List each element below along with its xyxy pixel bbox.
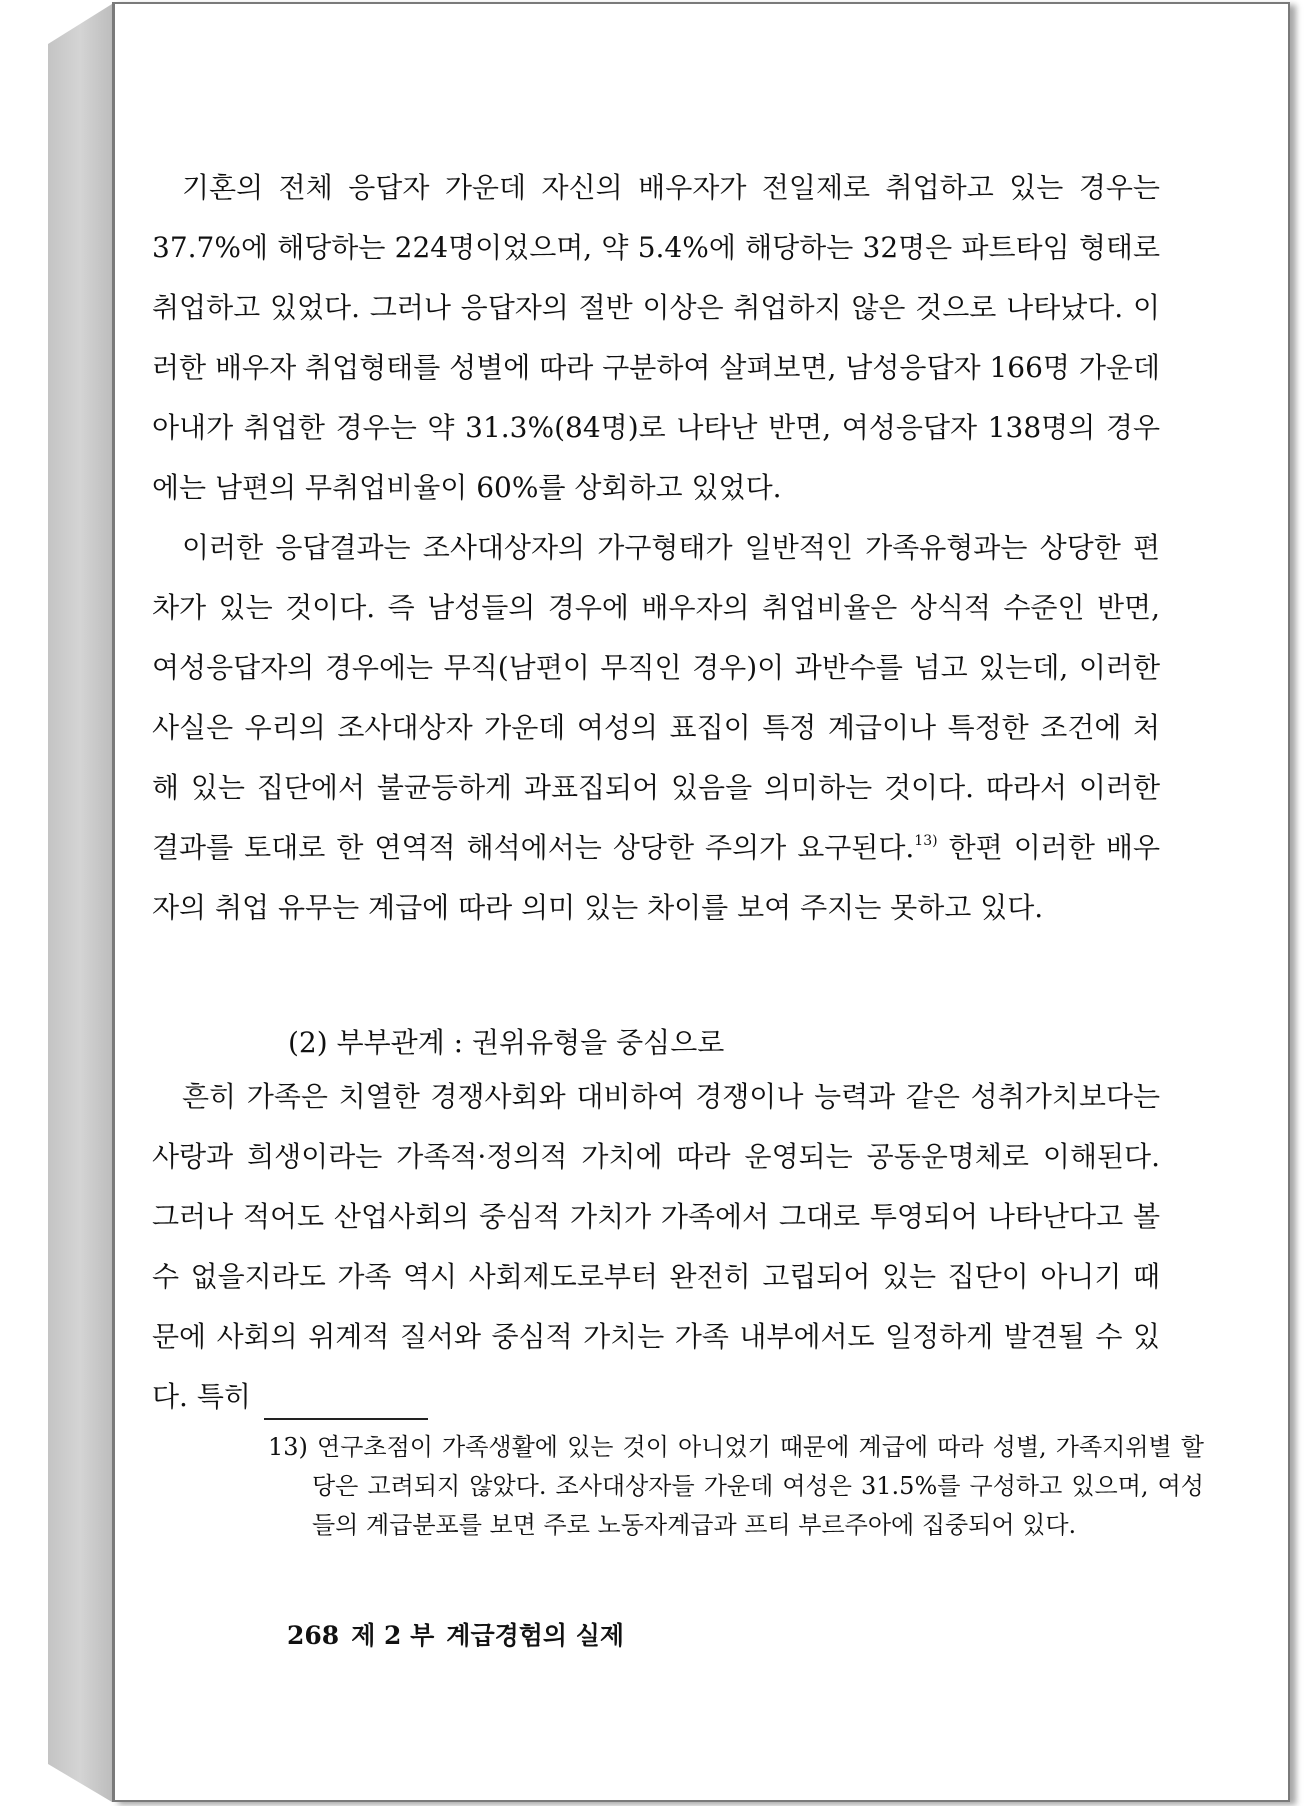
paragraph-3: 흔히 가족은 치열한 경쟁사회와 대비하여 경쟁이나 능력과 같은 성취가치보다는 사랑과 희생이라는 가족적·정의적 가치에 따라 운영되는 공동운명체로 이해된다. 그러나 적어도 산업사회의 중심적 가치가 가족에서 그대로 투영되어 나타난다고 볼 수 없을지라도 가족 역시 사회제도로부터 완전히 고립되어 있는 집단이 아니기 때문에 사회의 위계적 질서와 중심적 가치는 가족 내부에서도 일정하게 발견될 수 있다. 특히 xyxy=(152,1080,1160,1413)
paragraph-1: 기혼의 전체 응답자 가운데 자신의 배우자가 전일제로 취업하고 있는 경우는 37.7%에 해당하는 224명이었으며, 약 5.4%에 해당하는 32명은 파트타임 형태로 취업하고 있었다. 그러나 응답자의 절반 이상은 취업하지 않은 것으로 나타났다. 이러한 배우자 취업형태를 성별에 따라 구분하여 살펴보면, 남성응답자 166명 가운데 아내가 취업한 경우는 약 31.3%(84명)로 나타난 반면, 여성응답자 138명의 경우에는 남편의 무취업비율이 60%를 상회하고 있었다. xyxy=(152,171,1160,504)
footnote-number: 13) xyxy=(268,1433,308,1461)
part-title: 계급경험의 실제 xyxy=(446,1621,625,1650)
footnote xyxy=(268,1428,1204,1545)
book-spine xyxy=(48,4,112,1802)
footnote-text: 연구초점이 가족생활에 있는 것이 아니었기 때문에 계급에 따라 성별, 가족지위별 할당은 고려되지 않았다. 조사대상자들 가운데 여성은 31.5%를 구성하고 있으며, 여성들의 계급분포를 보면 주로 노동자계급과 프티 부르주아에 집중되어 있다. xyxy=(312,1433,1204,1539)
body-text-bottom xyxy=(152,1067,1160,1427)
paragraph-2 xyxy=(152,518,1160,938)
footnote-divider xyxy=(264,1418,428,1420)
part-label: 제 2 부 xyxy=(351,1621,435,1650)
section-heading: (2) 부부관계 : 권위유형을 중심으로 xyxy=(288,1026,725,1059)
paragraph-2-text: 이러한 응답결과는 조사대상자의 가구형태가 일반적인 가족유형과는 상당한 편차가 있는 것이다. 즉 남성들의 경우에 배우자의 취업비율은 상식적 수준인 반면, 여성응답자의 경우에는 무직(남편이 무직인 경우)이 과반수를 넘고 있는데, 이러한 사실은 우리의 조사대상자 가운데 여성의 표집이 특정 계급이나 특정한 조건에 처해 있는 집단에서 불균등하게 과표집되어 있음을 의미하는 것이다. 따라서 이러한 결과를 토대로 한 연역적 해석에서는 상당한 주의가 요구된다. xyxy=(152,531,1160,864)
page-footer xyxy=(287,1616,636,1656)
footnote-reference[interactable]: 13) xyxy=(914,833,938,849)
paragraph-2-continuation: 한편 이러한 배우자의 취업 유무는 계급에 따라 의미 있는 차이를 보여 주지는 못하고 있다. xyxy=(152,831,1161,924)
body-text-top xyxy=(152,158,1160,938)
page-number: 268 xyxy=(287,1621,340,1650)
